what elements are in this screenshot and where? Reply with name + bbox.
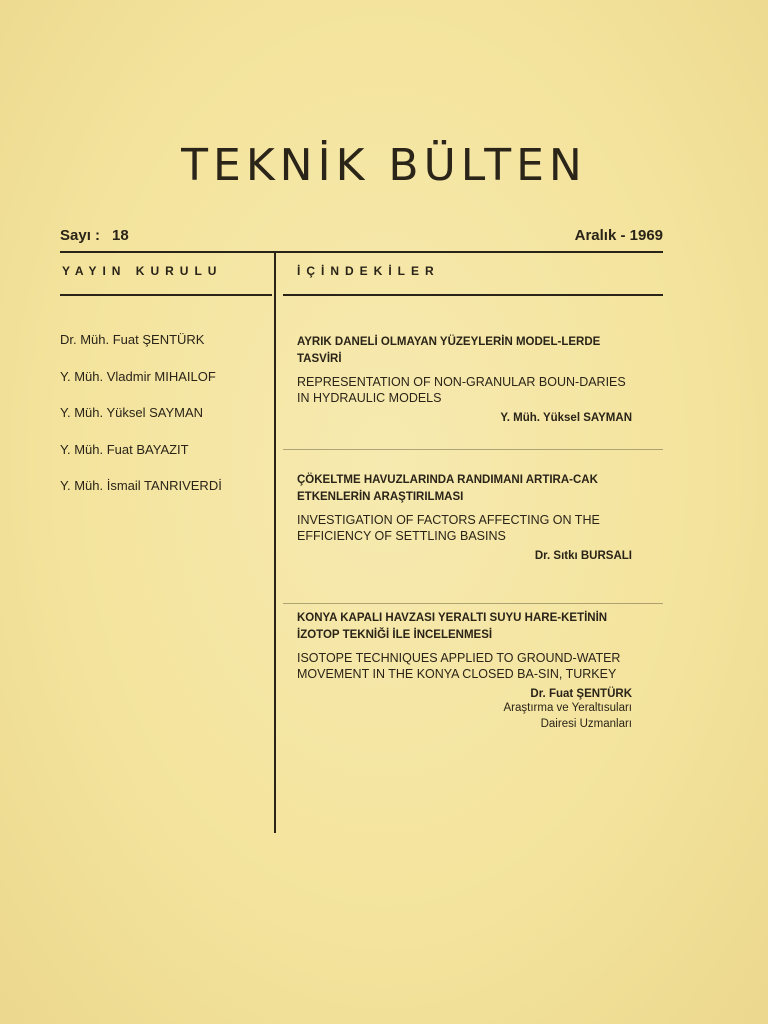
- article-author: Y. Müh. Yüksel SAYMAN: [500, 412, 632, 424]
- board-heading: YAYIN KURULU: [62, 264, 223, 278]
- issue-info: [60, 227, 129, 244]
- article-title-tr: KONYA KAPALI HAVZASI YERALTI SUYU HARE-KETİNİN İZOTOP TEKNİĞİ İLE İNCELENMESİ: [297, 612, 608, 641]
- article-affiliation: Dairesi Uzmanları: [540, 718, 632, 730]
- board-member: Y. Müh. Vladmir MIHAILOF: [60, 368, 216, 384]
- board-members-list: [60, 332, 222, 515]
- article-separator: [283, 449, 663, 450]
- board-rule: [60, 294, 272, 296]
- board-member: Y. Müh. İsmail TANRIVERDİ: [60, 478, 222, 493]
- issue-label: Sayı :: [60, 227, 101, 244]
- contents-rule: [283, 294, 663, 296]
- board-member: Dr. Müh. Fuat ŞENTÜRK: [60, 332, 205, 347]
- article-title-en: INVESTIGATION OF FACTORS AFFECTING ON THE EFFICIENCY OF SETTLING BASINS: [297, 513, 600, 543]
- board-member: Y. Müh. Yüksel SAYMAN: [60, 405, 204, 420]
- contents-heading: İÇİNDEKİLER: [297, 264, 440, 278]
- article-title-tr: ÇÖKELTME HAVUZLARINDA RANDIMANI ARTIRA-CAK ETKENLERİN ARAŞTIRILMASI: [297, 474, 598, 503]
- article-author: Dr. Fuat ŞENTÜRK: [530, 688, 632, 700]
- article-1: [297, 334, 632, 424]
- issue-number: 18: [112, 227, 129, 244]
- board-member: Y. Müh. Fuat BAYAZIT: [60, 441, 189, 457]
- article-3: [297, 610, 632, 732]
- issue-date: Aralık - 1969: [574, 227, 663, 244]
- article-author: Dr. Sıtkı BURSALI: [534, 550, 632, 562]
- article-separator: [283, 603, 663, 604]
- article-2: [297, 472, 632, 562]
- header-rule: [60, 251, 663, 253]
- article-title-en: REPRESENTATION OF NON-GRANULAR BOUN-DARIES IN HYDRAULIC MODELS: [297, 375, 626, 405]
- bulletin-title: TEKNİK BÜLTEN: [181, 140, 587, 191]
- column-divider: [274, 253, 276, 833]
- article-title-tr: AYRIK DANELİ OLMAYAN YÜZEYLERİN MODEL-LERDE TASVİRİ: [297, 336, 601, 365]
- article-affiliation: Araştırma ve Yeraltısuları: [503, 702, 632, 714]
- article-title-en: ISOTOPE TECHNIQUES APPLIED TO GROUND-WATER MOVEMENT IN THE KONYA CLOSED BA-SIN, TURKEY: [297, 651, 621, 681]
